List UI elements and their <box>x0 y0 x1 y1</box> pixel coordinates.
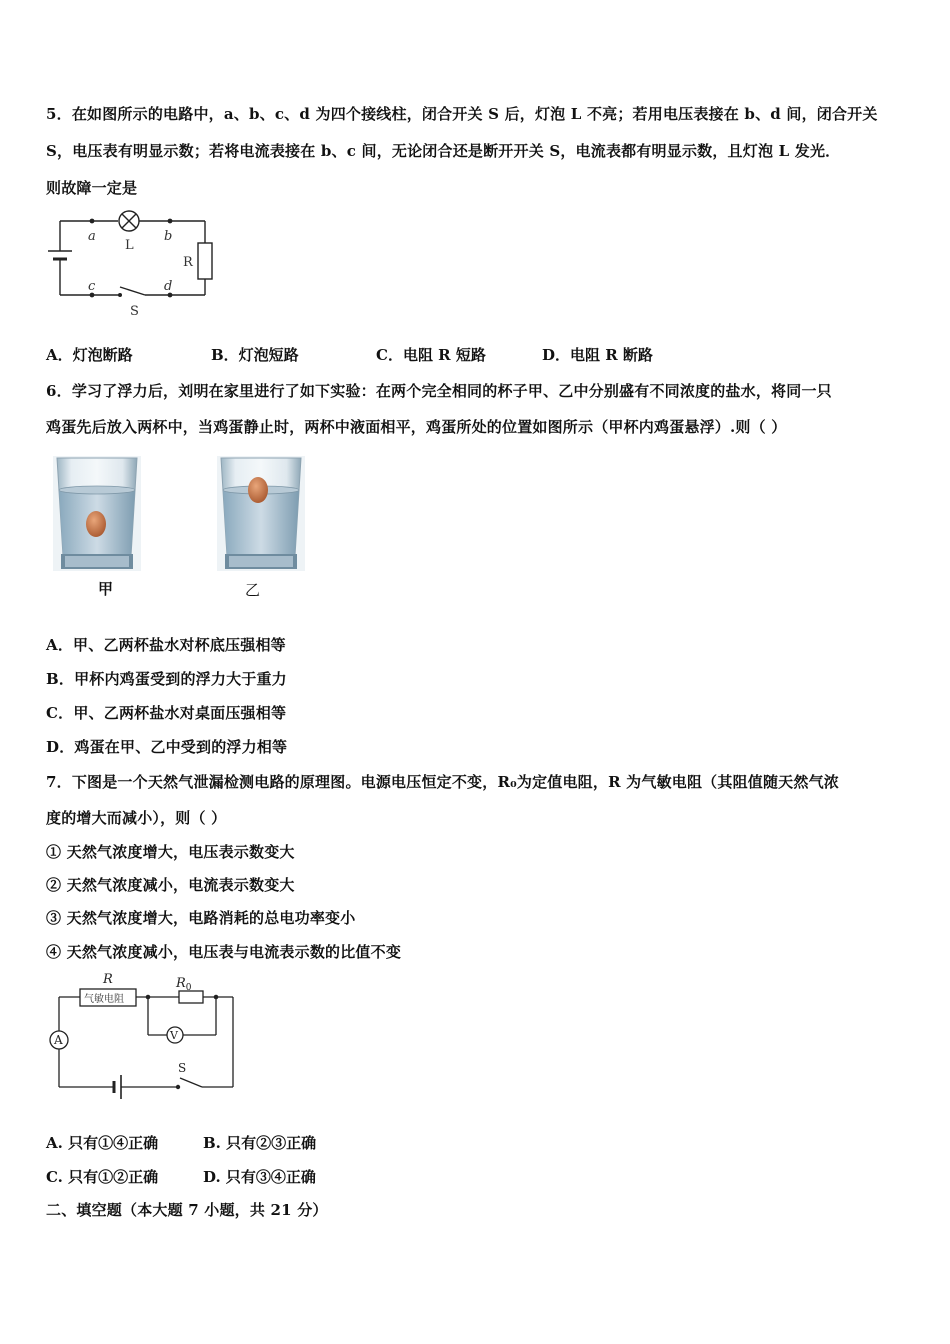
q7-option-b: B. 只有②③正确 <box>203 1134 317 1152</box>
ammeter-icon: A <box>54 1033 63 1047</box>
q7-option-c: C. 只有①②正确 <box>46 1168 159 1186</box>
q7-statement-2: ② 天然气浓度减小，电流表示数变大 <box>46 876 295 894</box>
q7-option-d: D. 只有③④正确 <box>203 1168 316 1186</box>
voltmeter-icon: V <box>170 1029 178 1042</box>
q5-option-c: C．电阻 R 短路 <box>376 346 486 364</box>
q5-circuit-diagram <box>40 205 220 320</box>
q6-option-a: A．甲、乙两杯盐水对杯底压强相等 <box>46 636 286 654</box>
q5-text-line-3: 则故障一定是 <box>46 179 138 197</box>
label-d: d <box>164 279 173 294</box>
q5-option-a: A．灯泡断路 <box>46 346 133 364</box>
cup-yi-label: 乙 <box>245 581 261 599</box>
q7-statement-4: ④ 天然气浓度减小，电压表与电流表示数的比值不变 <box>46 943 402 961</box>
label-switch-S: S <box>178 1061 187 1075</box>
q5-option-d: D．电阻 R 断路 <box>542 346 653 364</box>
label-b: b <box>164 229 173 244</box>
q6-option-c: C．甲、乙两杯盐水对桌面压强相等 <box>46 704 287 722</box>
q6-text-line-1: 6．学习了浮力后，刘明在家里进行了如下实验：在两个完全相同的杯子甲、乙中分别盛有不同浓度的盐水，将同一只 <box>46 382 832 400</box>
q5-option-b: B．灯泡短路 <box>211 346 299 364</box>
label-a: a <box>88 229 96 244</box>
q7-statement-1: ① 天然气浓度增大，电压表示数变大 <box>46 843 295 861</box>
label-sensor-R: R <box>103 972 113 987</box>
cup-jia-label: 甲 <box>98 580 114 598</box>
q7-circuit-diagram <box>44 968 244 1103</box>
q6-text-line-2: 鸡蛋先后放入两杯中，当鸡蛋静止时，两杯中液面相平，鸡蛋所处的位置如图所示（甲杯内鸡蛋悬浮）.则（ ） <box>46 418 787 436</box>
section-2-heading: 二、填空题（本大题 7 小题，共 21 分） <box>46 1201 328 1219</box>
q6-option-b: B．甲杯内鸡蛋受到的浮力大于重力 <box>46 670 287 688</box>
q7-statement-3: ③ 天然气浓度增大，电路消耗的总电功率变小 <box>46 909 356 927</box>
cup-yi-image <box>217 456 305 571</box>
gas-sensor-label: 气敏电阻 <box>84 994 124 1005</box>
label-switch-S: S <box>130 304 139 319</box>
q7-text-line-1: 7．下图是一个天然气泄漏检测电路的原理图。电源电压恒定不变，R₀为定值电阻，R 为气敏电阻（其阻值随天然气浓 <box>46 773 839 791</box>
q7-text-line-2: 度的增大而减小），则（ ） <box>46 809 227 827</box>
label-lamp-L: L <box>125 238 134 253</box>
label-c: c <box>88 279 96 294</box>
q6-option-d: D．鸡蛋在甲、乙中受到的浮力相等 <box>46 738 288 756</box>
label-resistor-R: R <box>183 255 193 270</box>
q5-text-line-2: S，电压表有明显示数；若将电流表接在 b、c 间，无论闭合还是断开开关 S，电流表都有明显示数，且灯泡 L 发光． <box>46 142 841 160</box>
q5-text-line-1: 5．在如图所示的电路中，a、b、c、d 为四个接线柱，闭合开关 S 后，灯泡 L 不亮；若用电压表接在 b、d 间，闭合开关 <box>46 105 878 123</box>
q7-option-a: A. 只有①④正确 <box>46 1134 159 1152</box>
label-R0: $R_0$ <box>176 976 192 993</box>
cup-jia-image <box>53 456 141 571</box>
